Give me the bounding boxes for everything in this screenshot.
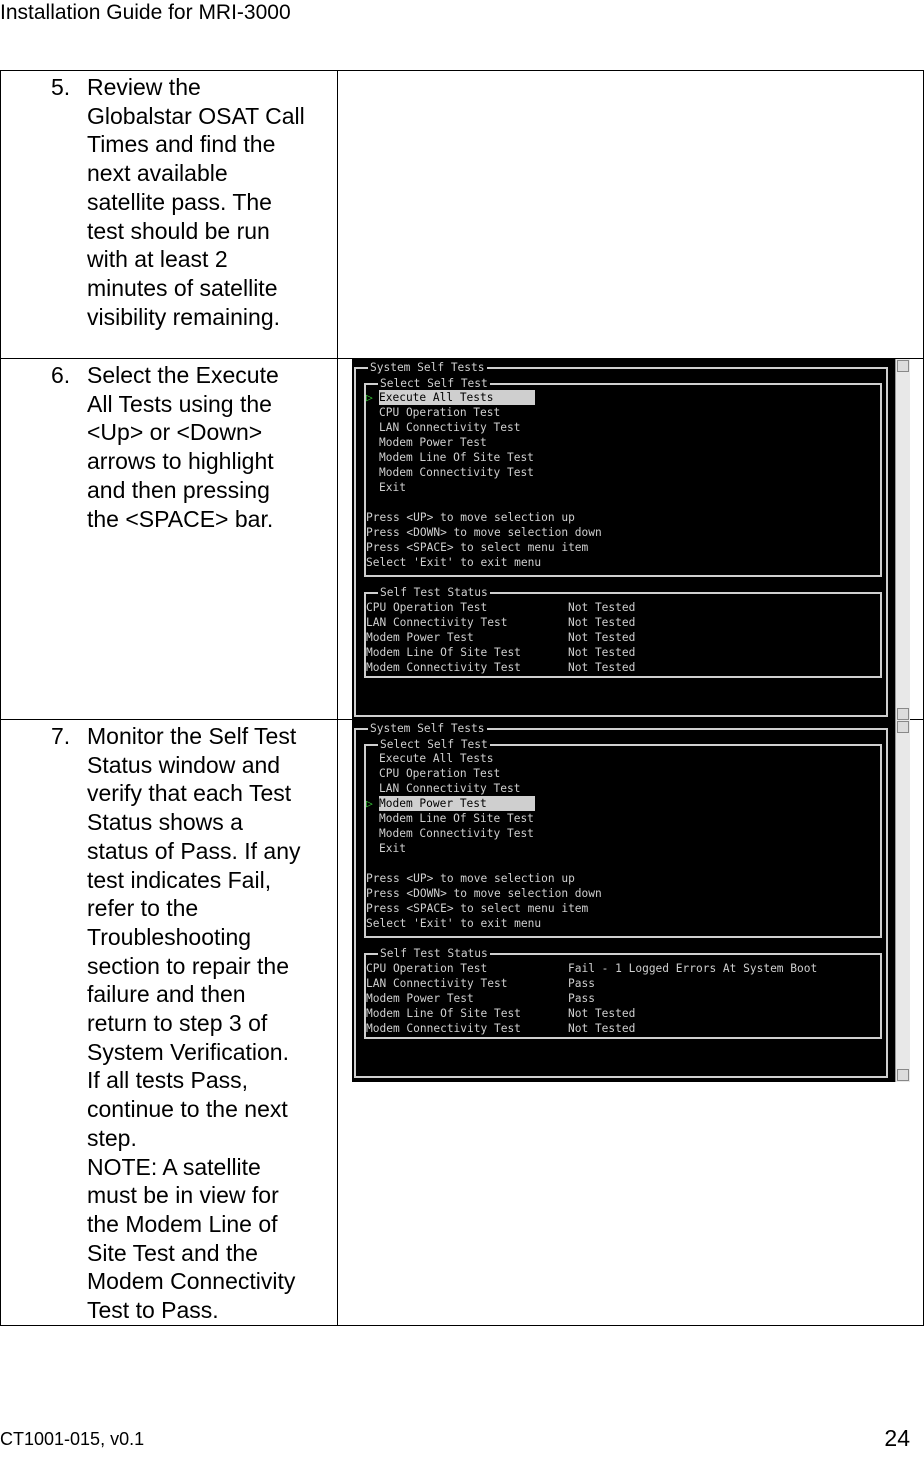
step-image-cell	[338, 720, 924, 1326]
status-test-name: Modem Connectivity Test	[366, 661, 521, 674]
step-text-line: the Modem Line of	[87, 1210, 278, 1237]
step-text-line: minutes of satellite	[87, 274, 278, 301]
menu-item	[379, 450, 534, 465]
scrollbar	[895, 720, 910, 1082]
step-text-line: step.	[87, 1124, 137, 1151]
step-text-line: test should be run	[87, 217, 270, 244]
step-text-line: with at least 2	[87, 246, 228, 273]
step-text-line: failure and then	[87, 981, 246, 1008]
step-text-line: NOTE: A satellite	[87, 1153, 261, 1180]
step-text-line: <Up> or <Down>	[87, 419, 263, 446]
menu-item	[379, 796, 535, 811]
step-text-line: section to repair the	[87, 952, 290, 979]
steps-table	[0, 70, 924, 1326]
instruction-line: Press <DOWN> to move selection down	[366, 887, 602, 900]
terminal-screenshot	[352, 720, 910, 1082]
instruction-line: Press <UP> to move selection up	[366, 872, 575, 885]
step-text-line: next available	[87, 160, 228, 187]
step-row-7	[1, 720, 924, 1326]
instruction-line: Press <SPACE> to select menu item	[366, 541, 589, 554]
menu-title: Select Self Test	[380, 377, 488, 390]
step-text	[87, 722, 329, 1325]
menu-item	[379, 751, 494, 766]
menu-item-label: Modem Connectivity Test	[379, 827, 534, 840]
status-test-name: Modem Power Test	[366, 631, 474, 644]
step-row-6	[1, 359, 924, 720]
instruction-line: Select 'Exit' to exit menu	[366, 917, 542, 930]
footer-doc-id: CT1001-015, v0.1	[0, 1429, 145, 1449]
menu-item	[379, 480, 406, 495]
status-value: Not Tested	[568, 1007, 636, 1020]
status-test-name: Modem Line Of Site Test	[366, 646, 521, 659]
status-value: Fail - 1 Logged Errors At System Boot	[568, 962, 818, 975]
menu-title: Select Self Test	[380, 738, 488, 751]
step-image-cell	[338, 71, 924, 359]
step-text-line: test indicates Fail,	[87, 866, 272, 893]
status-value: Not Tested	[568, 1022, 636, 1035]
step-text-line: satellite pass. The	[87, 188, 272, 215]
status-title: Self Test Status	[380, 947, 488, 960]
step-text-line: verify that each Test	[87, 780, 292, 807]
step-text-line: Select the Execute	[87, 362, 279, 388]
step-text-line: arrows to highlight	[87, 448, 274, 475]
step-text-line: the <SPACE> bar.	[87, 505, 274, 532]
scroll-up-icon	[897, 721, 909, 733]
status-value: Pass	[568, 977, 595, 990]
step-row-5	[1, 71, 924, 359]
menu-item-label: Modem Power Test	[379, 796, 535, 811]
step-text-line: Times and find the	[87, 131, 276, 158]
step-text	[87, 361, 329, 533]
step-text-line: must be in view for	[87, 1182, 279, 1209]
step	[1, 71, 337, 331]
menu-item-label: Exit	[379, 842, 406, 855]
status-value: Not Tested	[568, 601, 636, 614]
menu-item-label: Execute All Tests	[379, 752, 494, 765]
instruction-line: Press <UP> to move selection up	[366, 511, 575, 524]
menu-item-label: LAN Connectivity Test	[379, 421, 521, 434]
menu-item-label: Exit	[379, 481, 406, 494]
instruction-line: Press <SPACE> to select menu item	[366, 902, 589, 915]
step-text-line: and then pressing	[87, 476, 270, 503]
step-text-line: All Tests using the	[87, 390, 272, 417]
step-text-line: If all tests Pass,	[87, 1067, 249, 1094]
scroll-down-icon	[897, 708, 909, 720]
menu-item	[379, 811, 534, 826]
menu-item-label: LAN Connectivity Test	[379, 782, 521, 795]
menu-item-label: Modem Power Test	[379, 436, 487, 449]
step-text-line: return to step 3 of	[87, 1010, 268, 1037]
menu-item-label: Modem Line Of Site Test	[379, 812, 534, 825]
step	[1, 720, 337, 1325]
menu-item	[379, 405, 500, 420]
step-text-cell	[1, 720, 338, 1326]
step-number: 5.	[51, 74, 71, 100]
status-test-name: CPU Operation Test	[366, 601, 488, 614]
menu-item-label: Modem Connectivity Test	[379, 466, 534, 479]
scroll-up-icon	[897, 360, 909, 372]
menu-item	[379, 766, 500, 781]
menu-item	[379, 465, 534, 480]
status-value: Not Tested	[568, 661, 636, 674]
scroll-down-icon	[897, 1069, 909, 1081]
status-value: Pass	[568, 992, 595, 1005]
status-test-name: LAN Connectivity Test	[366, 977, 508, 990]
menu-item	[379, 781, 520, 796]
step-text-line: System Verification.	[87, 1038, 289, 1065]
menu-item-label: CPU Operation Test	[379, 767, 501, 780]
menu-item	[379, 420, 520, 435]
step	[1, 359, 337, 533]
menu-item-label: CPU Operation Test	[379, 406, 501, 419]
scrollbar	[895, 359, 910, 721]
status-test-name: Modem Power Test	[366, 992, 474, 1005]
status-value: Not Tested	[568, 631, 636, 644]
step-text-line: Status window and	[87, 751, 281, 778]
status-test-name: CPU Operation Test	[366, 962, 488, 975]
instruction-line: Press <DOWN> to move selection down	[366, 526, 602, 539]
step-text-line: status of Pass. If any	[87, 837, 301, 864]
step-text-line: Modem Connectivity	[87, 1268, 296, 1295]
status-test-name: Modem Connectivity Test	[366, 1022, 521, 1035]
step-text-line: refer to the	[87, 895, 199, 922]
status-value: Not Tested	[568, 616, 636, 629]
step-text	[87, 73, 329, 331]
menu-item	[379, 826, 534, 841]
step-number: 7.	[51, 723, 71, 749]
step-text-cell	[1, 71, 338, 359]
terminal-screenshot	[352, 359, 910, 721]
step-text-line: Review the	[87, 74, 201, 100]
selection-cursor-icon: ▷	[366, 391, 373, 404]
step-number: 6.	[51, 362, 71, 388]
step-text-line: Monitor the Self Test	[87, 723, 297, 749]
menu-item	[379, 390, 535, 405]
step-text-line: Globalstar OSAT Call	[87, 102, 305, 129]
menu-item-label: Execute All Tests	[379, 390, 535, 405]
status-value: Not Tested	[568, 646, 636, 659]
menu-item	[379, 841, 406, 856]
status-title: Self Test Status	[380, 586, 488, 599]
menu-item	[379, 435, 487, 450]
footer-page-number: 24	[884, 1425, 910, 1451]
step-text-line: visibility remaining.	[87, 303, 281, 330]
step-text-cell	[1, 359, 338, 720]
menu-item-label: Modem Line Of Site Test	[379, 451, 534, 464]
selection-cursor-icon: ▷	[366, 797, 373, 810]
step-text-line: Site Test and the	[87, 1239, 258, 1266]
status-test-name: LAN Connectivity Test	[366, 616, 508, 629]
status-test-name: Modem Line Of Site Test	[366, 1007, 521, 1020]
step-text-line: Test to Pass.	[87, 1297, 219, 1324]
window-title: System Self Tests	[370, 722, 485, 735]
step-text-line: Troubleshooting	[87, 923, 252, 950]
window-title: System Self Tests	[370, 361, 485, 374]
step-text-line: Status shows a	[87, 809, 243, 836]
instruction-line: Select 'Exit' to exit menu	[366, 556, 542, 569]
step-image-cell	[338, 359, 924, 720]
step-text-line: continue to the next	[87, 1096, 288, 1123]
page-header: Installation Guide for MRI-3000	[0, 1, 291, 24]
